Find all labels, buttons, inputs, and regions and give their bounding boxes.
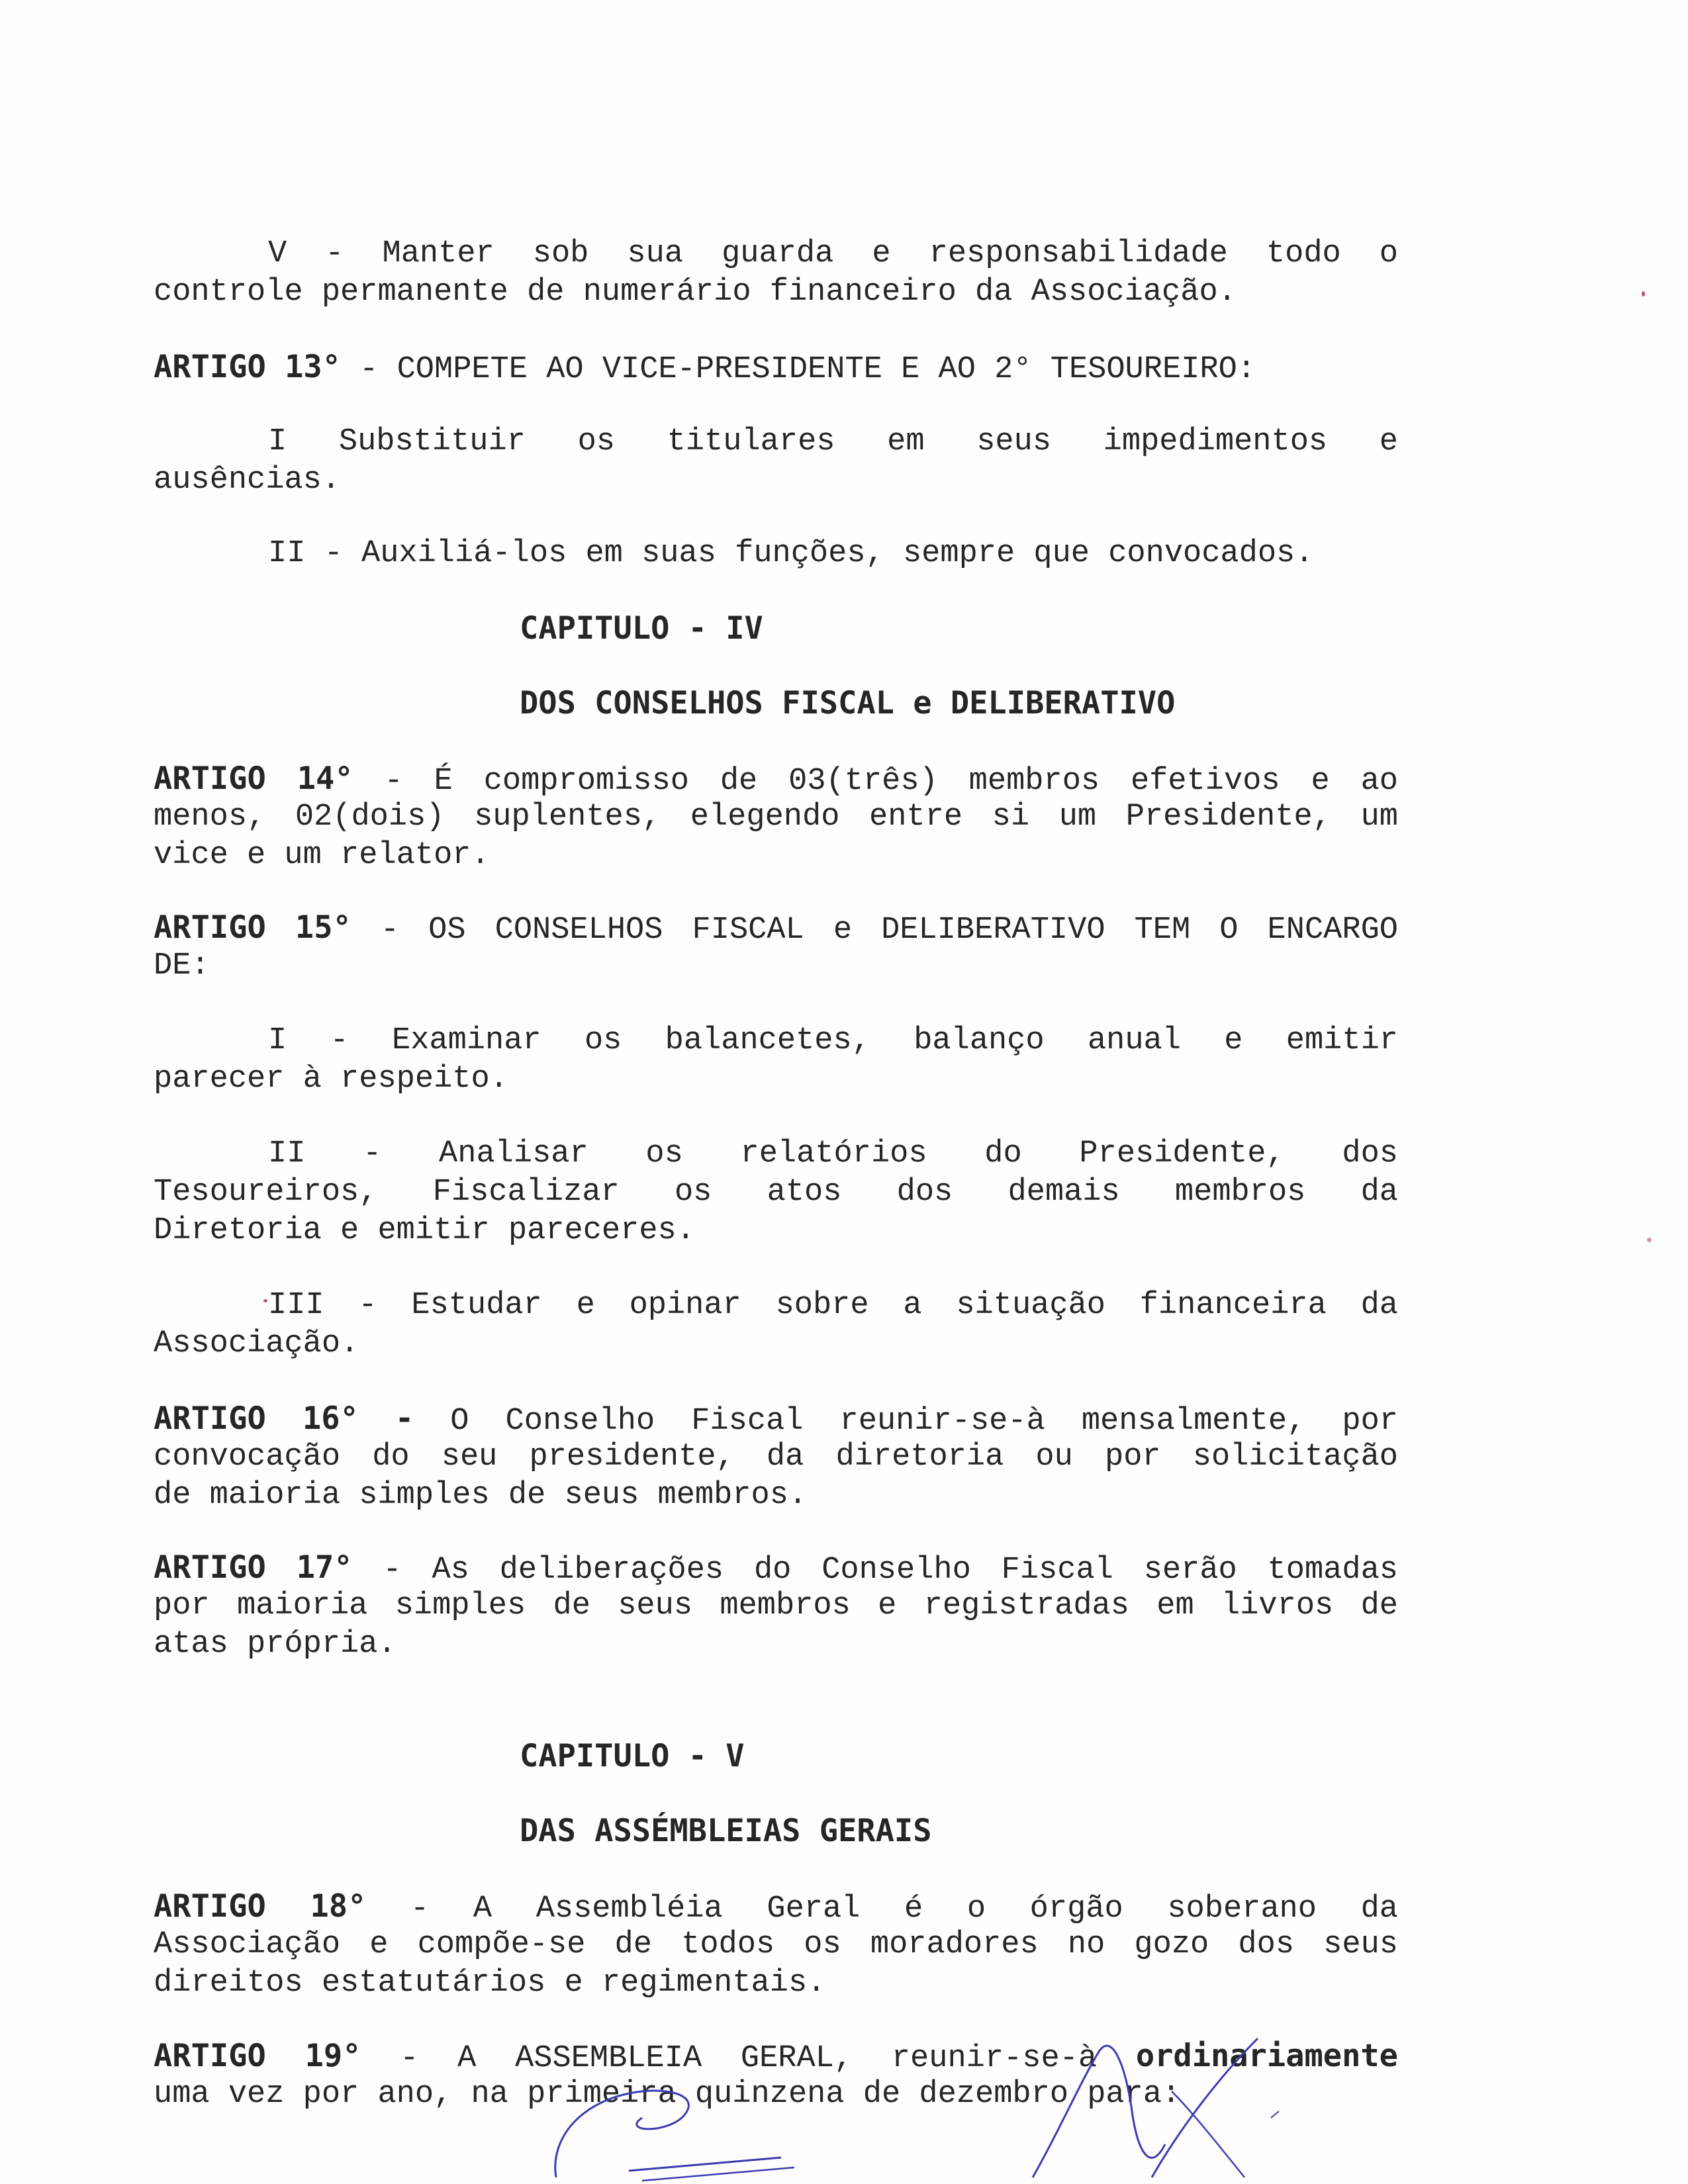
- art14-line3: vice e um relator.: [154, 838, 490, 873]
- art15-item-iii: [268, 1287, 1398, 1325]
- art19-label: ARTIGO 19°: [154, 2038, 361, 2074]
- art18-line3: direitos estatutários e regimentais.: [154, 1966, 826, 2001]
- art17: [154, 1549, 1398, 1664]
- art16-label: ARTIGO 16°: [154, 1400, 359, 1437]
- art15-item-iii-line1: III - Estudar e opinar sobre a situação financeira da: [268, 1288, 1398, 1323]
- art13-label: ARTIGO 13°: [154, 349, 341, 385]
- art15-item-ii-line1: II - Analisar os relatórios do Presidente, dos: [268, 1136, 1398, 1171]
- art12-item-v-line1: V - Manter sob sua guarda e responsabilidade todo o: [268, 236, 1398, 271]
- art16-dash: -: [395, 1400, 414, 1437]
- art15-item-i-line2: parecer à respeito.: [154, 1062, 508, 1097]
- art16-line2: convocação do seu presidente, da diretoria ou por solicitação: [154, 1439, 1398, 1475]
- chapter-v-title: CAPITULO - V: [520, 1738, 745, 1774]
- art13-text: - COMPETE AO VICE-PRESIDENTE E AO 2° TESOUREIRO:: [340, 352, 1256, 387]
- art12-item-v: [268, 235, 1398, 273]
- art16-line1-text: O Conselho Fiscal reunir-se-à mensalmente, por: [450, 1404, 1398, 1439]
- art14-line2: menos, 02(dois) suplentes, elegendo entre si um Presidente, um: [154, 799, 1398, 835]
- art14-line1: [154, 760, 1398, 798]
- art15-item-i: [268, 1022, 1398, 1060]
- art15-item-i-line1: I - Examinar os balancetes, balanço anual e emitir: [268, 1023, 1398, 1058]
- art15: [154, 909, 1398, 985]
- chapter-v-subtitle: DAS ASSÉMBLEIAS GERAIS: [520, 1813, 932, 1849]
- art18-line1-text: - A Assembléia Geral é o órgão soberano da: [410, 1891, 1398, 1927]
- art15-line1-text: - OS CONSELHOS FISCAL e DELIBERATIVO TEM O ENCARGO: [380, 913, 1398, 948]
- art17-line3: atas própria.: [154, 1627, 397, 1662]
- art15-line2: DE:: [154, 948, 210, 983]
- art18-line2: Associação e compõe-se de todos os moradores no gozo dos seus: [154, 1927, 1398, 1962]
- art19-line1-text: - A ASSEMBLEIA GERAL, reunir-se-à: [400, 2041, 1098, 2076]
- art18: [154, 1888, 1398, 2003]
- signature-left: [543, 2019, 847, 2184]
- art15-item-ii-line2: Tesoureiros, Fiscalizar os atos dos demais membros da: [154, 1175, 1398, 1210]
- art13-item-i-line2: ausências.: [154, 463, 341, 498]
- art15-label: ARTIGO 15°: [154, 909, 352, 946]
- art18-label: ARTIGO 18°: [154, 1888, 367, 1925]
- art17-line2: por maioria simples de seus membros e registradas em livros de: [154, 1588, 1398, 1623]
- scan-speck: [1642, 291, 1645, 296]
- art13-item-ii: II - Auxiliá-los em suas funções, sempre que convocados.: [268, 536, 1314, 571]
- art15-item-ii-rest: [154, 1173, 1398, 1250]
- art16-line1: [154, 1400, 1398, 1438]
- chapter-iv-title: CAPITULO - IV: [520, 610, 763, 647]
- art13-heading: [154, 348, 1398, 389]
- art17-line1: [154, 1549, 1398, 1587]
- art13-item-i: [268, 423, 1398, 461]
- chapter-iv-subtitle: DOS CONSELHOS FISCAL e DELIBERATIVO: [520, 685, 1176, 721]
- art15-item-ii: [268, 1135, 1398, 1173]
- art18-line1: [154, 1888, 1398, 1926]
- art14: [154, 760, 1398, 875]
- scan-speck: [1647, 1238, 1652, 1242]
- scan-speck: [263, 1299, 267, 1302]
- art19-line2: uma vez por ano, na primeira quinzena de dezembro para:: [154, 2077, 1181, 2112]
- art19-ordinariamente: ordinariamente: [1135, 2038, 1398, 2074]
- art14-line1-text: - É compromisso de 03(três) membros efetivos e ao: [384, 764, 1398, 799]
- art13-item-i-line1: I Substituir os titulares em seus impedimentos e: [268, 424, 1398, 459]
- art16: [154, 1400, 1398, 1515]
- art15-item-iii-line2: Associação.: [154, 1326, 359, 1361]
- art15-item-ii-line3: Diretoria e emitir pareceres.: [154, 1213, 695, 1248]
- art16-line3: de maioria simples de seus membros.: [154, 1478, 808, 1513]
- art15-line1: [154, 909, 1398, 947]
- art12-item-v-line2: controle permanente de numerário financeiro da Associação.: [154, 275, 1237, 310]
- signature-right: [1019, 2012, 1311, 2184]
- art17-line1-text: - As deliberações do Conselho Fiscal serão tomadas: [383, 1553, 1398, 1588]
- art17-label: ARTIGO 17°: [154, 1549, 353, 1586]
- art14-label: ARTIGO 14°: [154, 760, 353, 797]
